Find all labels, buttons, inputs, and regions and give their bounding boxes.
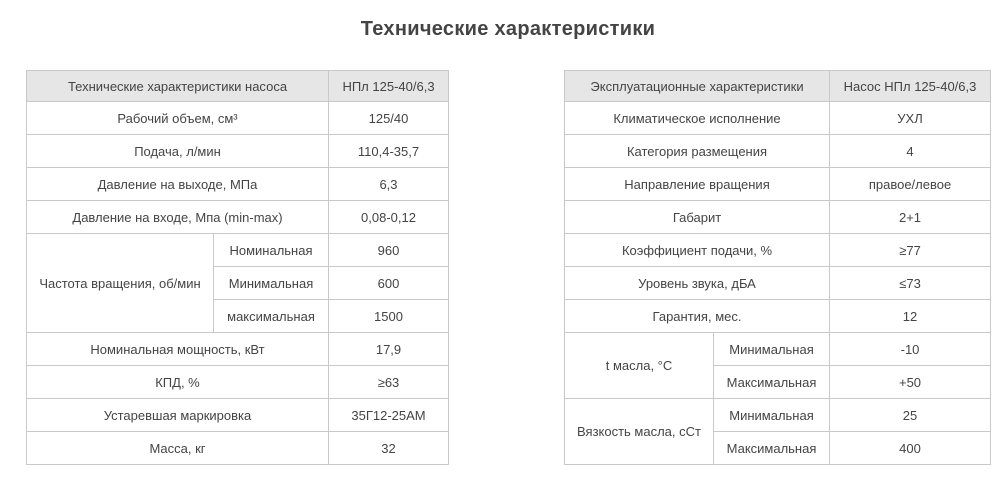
- table-row: [565, 399, 991, 432]
- param-label: Гарантия, мес.: [565, 300, 830, 333]
- param-value: 600: [329, 267, 449, 300]
- table-row: [27, 102, 449, 135]
- table-row: [565, 201, 991, 234]
- operating-specs-table: [564, 70, 991, 465]
- param-label: t масла, °С: [565, 333, 714, 399]
- param-sublabel: Минимальная: [714, 399, 830, 432]
- param-value: 125/40: [329, 102, 449, 135]
- table-row: [27, 432, 449, 465]
- table-row: [27, 201, 449, 234]
- param-value: 12: [830, 300, 991, 333]
- param-label: Вязкость масла, сСт: [565, 399, 714, 465]
- param-sublabel: максимальная: [214, 300, 329, 333]
- table-row: [27, 366, 449, 399]
- header-cell: НПл 125-40/6,3: [329, 71, 449, 102]
- table-header-row: [565, 71, 991, 102]
- param-label: Давление на входе, Мпа (min-max): [27, 201, 329, 234]
- param-value: 110,4-35,7: [329, 135, 449, 168]
- table-row: [27, 399, 449, 432]
- header-cell: Насос НПл 125-40/6,3: [830, 71, 991, 102]
- param-label: Климатическое исполнение: [565, 102, 830, 135]
- param-value: ≥77: [830, 234, 991, 267]
- param-sublabel: Минимальная: [714, 333, 830, 366]
- param-value: 1500: [329, 300, 449, 333]
- param-value: 960: [329, 234, 449, 267]
- param-value: УХЛ: [830, 102, 991, 135]
- param-label: Рабочий объем, см³: [27, 102, 329, 135]
- param-value: 2+1: [830, 201, 991, 234]
- param-label: Подача, л/мин: [27, 135, 329, 168]
- param-sublabel: Номинальная: [214, 234, 329, 267]
- table-row: [565, 234, 991, 267]
- param-label: Направление вращения: [565, 168, 830, 201]
- param-label: КПД, %: [27, 366, 329, 399]
- table-row: [565, 333, 991, 366]
- table-row: [27, 234, 449, 267]
- param-label: Категория размещения: [565, 135, 830, 168]
- param-label: Номинальная мощность, кВт: [27, 333, 329, 366]
- table-row: [27, 135, 449, 168]
- pump-specs-table: [26, 70, 449, 465]
- param-value: 400: [830, 432, 991, 465]
- table-row: [565, 135, 991, 168]
- param-label: Габарит: [565, 201, 830, 234]
- param-label: Давление на выходе, МПа: [27, 168, 329, 201]
- param-label: Частота вращения, об/мин: [27, 234, 214, 333]
- table-header-row: [27, 71, 449, 102]
- param-value: 25: [830, 399, 991, 432]
- table-row: [565, 168, 991, 201]
- param-value: 35Г12-25АМ: [329, 399, 449, 432]
- param-value: правое/левое: [830, 168, 991, 201]
- header-cell: Технические характеристики насоса: [27, 71, 329, 102]
- param-value: 6,3: [329, 168, 449, 201]
- param-value: ≤73: [830, 267, 991, 300]
- page-title: Технические характеристики: [360, 18, 656, 40]
- param-label: Уровень звука, дБА: [565, 267, 830, 300]
- param-value: -10: [830, 333, 991, 366]
- table-row: [565, 102, 991, 135]
- table-row: [27, 333, 449, 366]
- param-value: 4: [830, 135, 991, 168]
- param-sublabel: Максимальная: [714, 366, 830, 399]
- param-value: ≥63: [329, 366, 449, 399]
- header-cell: Эксплуатационные характеристики: [565, 71, 830, 102]
- table-row: [565, 300, 991, 333]
- table-row: [27, 168, 449, 201]
- param-sublabel: Минимальная: [214, 267, 329, 300]
- param-value: 0,08-0,12: [329, 201, 449, 234]
- table-row: [565, 267, 991, 300]
- param-label: Коэффициент подачи, %: [565, 234, 830, 267]
- param-value: +50: [830, 366, 991, 399]
- param-value: 32: [329, 432, 449, 465]
- param-sublabel: Максимальная: [714, 432, 830, 465]
- param-label: Устаревшая маркировка: [27, 399, 329, 432]
- param-label: Масса, кг: [27, 432, 329, 465]
- param-value: 17,9: [329, 333, 449, 366]
